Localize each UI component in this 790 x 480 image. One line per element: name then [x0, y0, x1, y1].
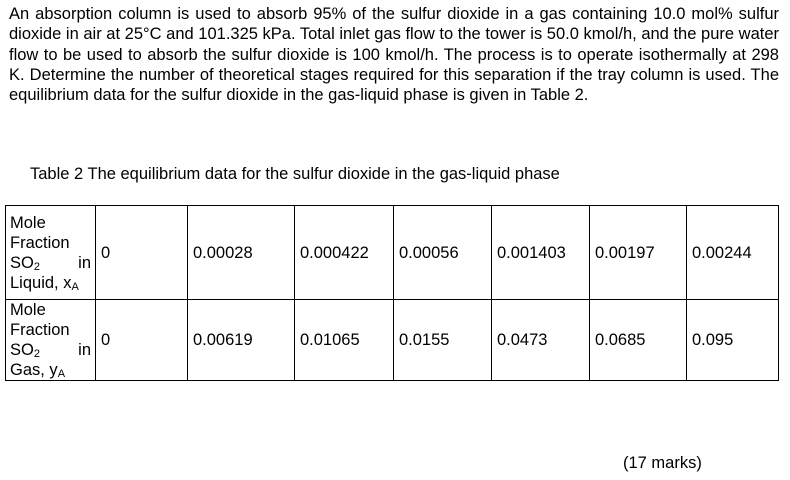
table-cell: 0.00244 — [687, 206, 779, 300]
row-header-line: Fraction — [10, 321, 70, 339]
row-header-line: Fraction — [10, 233, 70, 252]
table-cell: 0 — [96, 300, 188, 381]
table-cell: 0 — [96, 206, 188, 300]
table-cell: 0.0473 — [492, 300, 590, 381]
row-header-line — [10, 360, 95, 380]
table-row-gas — [6, 300, 779, 381]
problem-statement: An absorption column is used to absorb 95% of the sulfur dioxide in a gas containing 10.0 mol% sulfur dioxide in air at 25°C and 101.325 kPa. Total inlet gas flow to the tower is 50.0 kmol/h, and the pure water flow to be used to absorb the sulfur dioxide is 100 kmol/h. The process is to operate isothermally at 298 K. Determine the number of theoretical stages required for this separation if the tray column is used. The equilibrium data for the sulfur dioxide in the gas-liquid phase is given in Table 2. — [9, 5, 779, 105]
row-header-line: Mole — [10, 213, 46, 232]
row-header-liquid — [6, 206, 96, 300]
table-cell: 0.00056 — [394, 206, 492, 300]
marks-label: (17 marks) — [623, 454, 702, 472]
so2-text: SO — [10, 341, 34, 359]
table-cell: 0.00619 — [188, 300, 295, 381]
table-caption: Table 2 The equilibrium data for the sulfur dioxide in the gas-liquid phase — [30, 165, 560, 183]
so2-text: SO — [10, 253, 34, 272]
row-header-line — [10, 253, 95, 273]
table-cell: 0.0685 — [590, 300, 687, 381]
row-header-line: Mole — [10, 301, 46, 319]
phase-preposition: in — [78, 341, 91, 359]
variable-text: Liquid, x — [10, 273, 72, 292]
table-cell: 0.00197 — [590, 206, 687, 300]
variable-text: Gas, y — [10, 361, 58, 379]
table-cell: 0.000422 — [295, 206, 394, 300]
table-cell: 0.01065 — [295, 300, 394, 381]
row-header-line — [10, 273, 95, 293]
phase-preposition: in — [78, 253, 91, 272]
table-cell: 0.095 — [687, 300, 779, 381]
row-header-line — [10, 340, 95, 360]
table-row-liquid — [6, 206, 779, 300]
row-header-gas — [6, 300, 96, 381]
table-cell: 0.0155 — [394, 300, 492, 381]
variable-subscript: A — [57, 368, 66, 380]
variable-subscript: A — [71, 280, 79, 293]
table-cell: 0.00028 — [188, 206, 295, 300]
so2-subscript: 2 — [33, 260, 40, 273]
table-cell: 0.001403 — [492, 206, 590, 300]
so2-subscript: 2 — [33, 348, 40, 360]
equilibrium-table — [5, 205, 779, 381]
